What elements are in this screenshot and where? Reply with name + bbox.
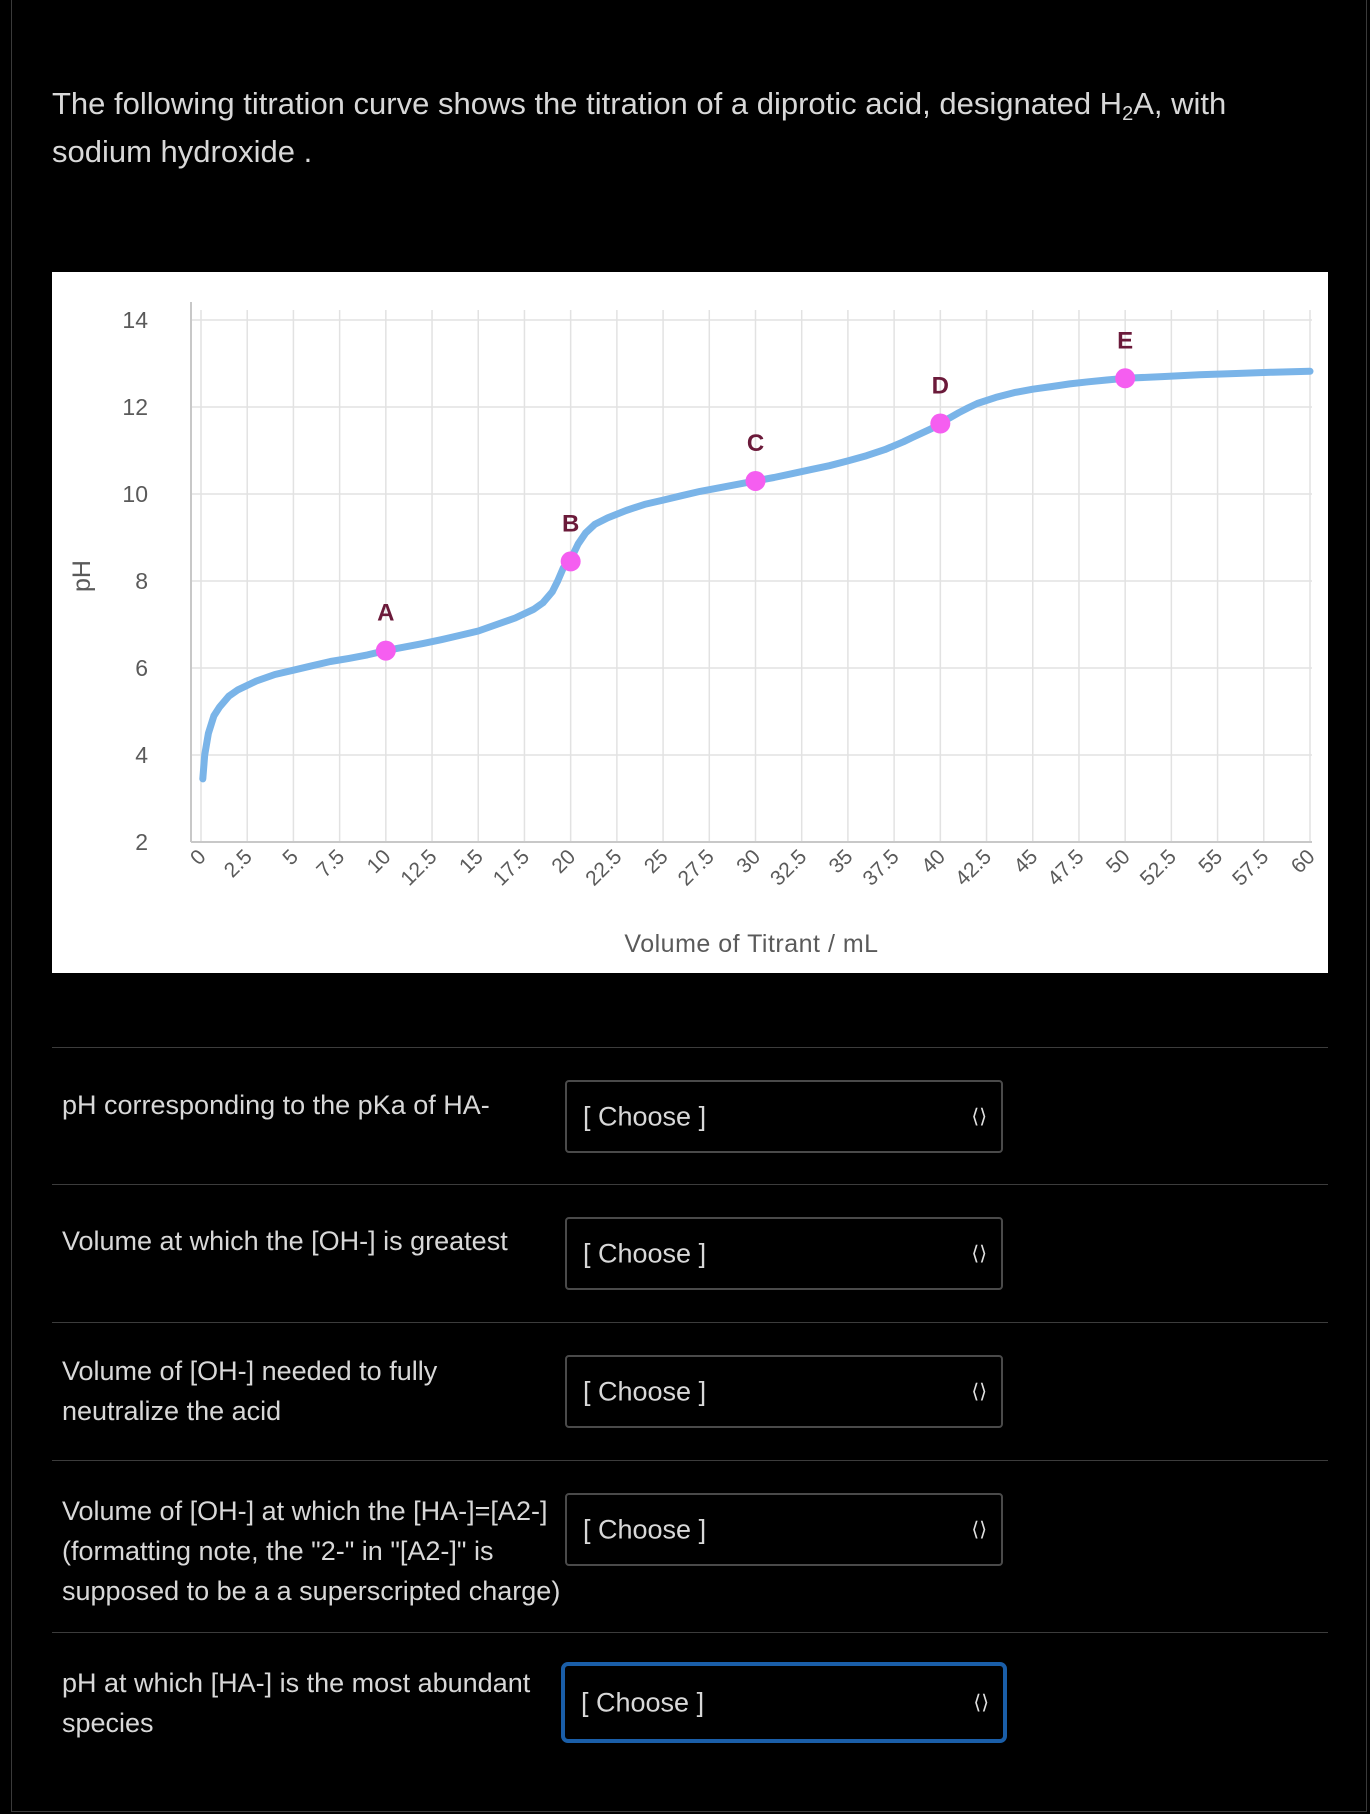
x-tick-label-20: 50 (1101, 845, 1135, 879)
question-label-5: pH at which [HA-] is the most abundant species (62, 1668, 531, 1738)
x-tick-label-9: 22.5 (581, 845, 627, 891)
updown-chevron-icon: ⟨⟩ (971, 1518, 987, 1541)
titration-chart-svg (52, 272, 1328, 973)
answer-select-5[interactable] (561, 1662, 1007, 1743)
updown-chevron-icon: ⟨⟩ (971, 1380, 987, 1403)
x-tick-label-4: 10 (362, 845, 396, 879)
x-tick-label-19: 47.5 (1043, 845, 1089, 891)
x-tick-label-7: 17.5 (488, 845, 534, 891)
x-tick-label-3: 7.5 (312, 845, 350, 883)
x-tick-label-2: 5 (278, 845, 303, 870)
select-value-3: [ Choose ] (583, 1376, 707, 1406)
updown-chevron-icon: ⟨⟩ (971, 1242, 987, 1265)
select-value-4: [ Choose ] (583, 1514, 707, 1544)
answer-select-4[interactable] (565, 1493, 1003, 1566)
y-tick-label-5: 12 (122, 394, 148, 420)
x-tick-label-23: 57.5 (1228, 845, 1274, 891)
point-marker-b (561, 551, 581, 571)
point-label-b: B (561, 510, 580, 538)
y-axis-title: pH (68, 560, 96, 592)
y-tick-label-6: 14 (122, 307, 148, 333)
x-tick-label-24: 60 (1286, 845, 1320, 879)
question-row-5 (52, 1632, 1328, 1793)
answer-select-2[interactable] (565, 1217, 1003, 1290)
x-tick-label-6: 15 (455, 845, 488, 879)
x-tick-label-16: 40 (917, 845, 950, 879)
x-tick-label-0: 0 (186, 845, 211, 870)
y-tick-label-1: 4 (135, 742, 148, 768)
point-label-c: C (746, 429, 765, 457)
question-label-4: Volume of [OH-] at which the [HA-]=[A2-] (formatting note, the "2-" in "[A2-]" is supposed to be a a superscripted charge) (62, 1496, 561, 1606)
question-label-3: Volume of [OH-] needed to fully neutralize the acid (62, 1356, 438, 1426)
question-label-2: Volume at which the [OH-] is greatest (62, 1226, 508, 1256)
y-tick-label-2: 6 (135, 655, 148, 681)
point-marker-c (746, 471, 766, 491)
y-tick-label-0: 2 (135, 829, 148, 855)
point-label-a: A (377, 599, 395, 627)
x-tick-label-12: 30 (732, 845, 766, 879)
question-label-1: pH corresponding to the pKa of HA- (62, 1090, 490, 1120)
y-tick-label-3: 8 (135, 568, 148, 594)
select-value-5: [ Choose ] (581, 1687, 705, 1717)
select-value-1: [ Choose ] (583, 1101, 707, 1131)
x-axis-title: Volume of Titrant / mL (624, 930, 879, 958)
updown-chevron-icon: ⟨⟩ (973, 1691, 989, 1714)
point-label-d: D (931, 372, 950, 400)
question-row-2 (52, 1184, 1328, 1322)
x-tick-label-21: 52.5 (1135, 845, 1181, 891)
point-marker-e (1115, 368, 1135, 388)
x-tick-label-13: 32.5 (766, 845, 812, 891)
question-row-3 (52, 1322, 1328, 1460)
question-row-1 (52, 1047, 1328, 1184)
x-tick-label-11: 27.5 (673, 845, 719, 891)
x-tick-label-10: 25 (639, 845, 673, 879)
x-tick-label-15: 37.5 (858, 845, 904, 891)
x-tick-label-18: 45 (1009, 845, 1043, 879)
x-tick-label-8: 20 (547, 845, 581, 879)
point-marker-d (930, 414, 950, 434)
x-tick-label-1: 2.5 (219, 845, 257, 883)
x-tick-label-14: 35 (824, 845, 858, 879)
answer-select-3[interactable] (565, 1355, 1003, 1428)
x-tick-label-22: 55 (1194, 845, 1228, 879)
question-row-4 (52, 1460, 1328, 1632)
point-marker-a (376, 641, 396, 661)
y-tick-label-4: 10 (122, 481, 148, 507)
titration-chart (52, 272, 1328, 973)
select-value-2: [ Choose ] (583, 1238, 707, 1268)
x-tick-label-17: 42.5 (950, 845, 997, 891)
updown-chevron-icon: ⟨⟩ (971, 1105, 987, 1128)
point-label-e: E (1117, 327, 1134, 355)
x-tick-label-5: 12.5 (396, 845, 442, 891)
answer-select-1[interactable] (565, 1080, 1003, 1153)
question-intro: The following titration curve shows the titration of a diprotic acid, designated $H_2A$, with sodium hydroxide . (52, 86, 1227, 169)
